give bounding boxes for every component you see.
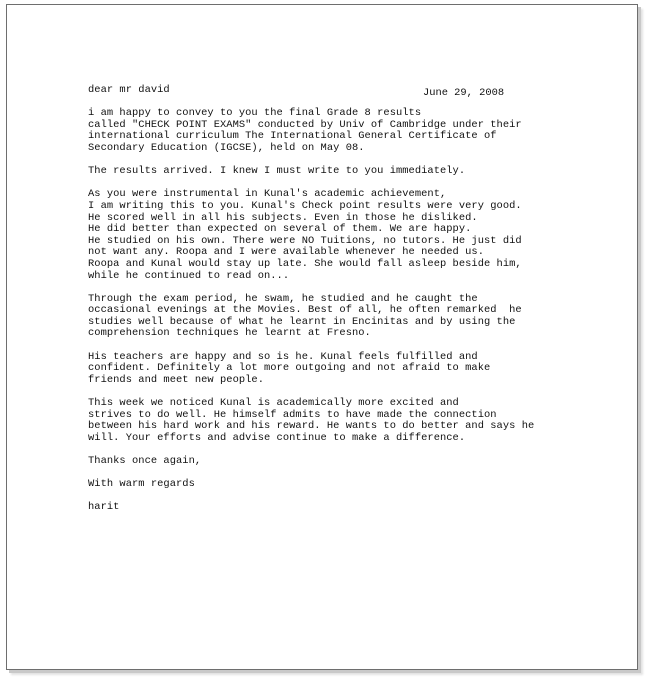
paragraph-line: He studied on his own. There were NO Tuitions, no tutors. He just did bbox=[88, 234, 522, 247]
paragraph-this-week bbox=[88, 398, 628, 444]
salutation: dear mr david bbox=[88, 84, 170, 96]
letter-date: June 29, 2008 bbox=[423, 87, 505, 99]
paragraph-line: i am happy to convey to you the final Grade 8 results bbox=[88, 107, 422, 120]
paragraph-line: called "CHECK POINT EXAMS" conducted by Univ of Cambridge under their bbox=[88, 118, 522, 131]
closing-regards: With warm regards bbox=[88, 478, 195, 491]
paragraph-line: He did better than expected on several of them. We are happy. bbox=[88, 223, 472, 236]
paragraph-line: As you were instrumental in Kunal's academic achievement, bbox=[88, 188, 447, 201]
paragraph-line: Through the exam period, he swam, he studied and he caught the bbox=[88, 292, 478, 305]
paragraph-line: The results arrived. I knew I must write to you immediately. bbox=[88, 165, 466, 178]
paragraph-line: while he continued to read on... bbox=[88, 269, 290, 282]
paragraph-line: Secondary Education (IGCSE), held on May 08. bbox=[88, 141, 365, 154]
paragraph-line: studies well because of what he learnt in Encinitas and by using the bbox=[88, 315, 516, 328]
paragraph-line: strives to do well. He himself admits to have made the connection bbox=[88, 408, 497, 421]
paragraph-line: comprehension techniques he learnt at Fresno. bbox=[88, 327, 371, 340]
paragraph-results-intro bbox=[88, 108, 628, 154]
paragraph-line: He scored well in all his subjects. Even in those he disliked. bbox=[88, 211, 478, 224]
paragraph-teachers bbox=[88, 352, 628, 387]
paragraph-line: This week we noticed Kunal is academically more excited and bbox=[88, 397, 459, 410]
paragraph-results-arrived bbox=[88, 166, 628, 178]
paragraph-line: confident. Definitely a lot more outgoing and not afraid to make bbox=[88, 362, 491, 375]
paragraph-line: His teachers are happy and so is he. Kunal feels fulfilled and bbox=[88, 350, 478, 363]
paragraph-line: occasional evenings at the Movies. Best of all, he often remarked he bbox=[88, 304, 522, 317]
letter-body bbox=[88, 85, 628, 514]
closing-thanks: Thanks once again, bbox=[88, 455, 202, 467]
paragraph-line: international curriculum The International General Certificate of bbox=[88, 130, 497, 143]
paragraph-line: Roopa and Kunal would stay up late. She would fall asleep beside him, bbox=[88, 257, 522, 270]
paragraph-line: not want any. Roopa and I were available whenever he needed us. bbox=[88, 246, 484, 259]
paragraph-line: I am writing this to you. Kunal's Check point results were very good. bbox=[88, 199, 522, 212]
signature: harit bbox=[88, 501, 120, 514]
paragraph-line: between his hard work and his reward. He wants to do better and says he bbox=[88, 420, 535, 433]
paragraph-exam-period bbox=[88, 294, 628, 340]
paragraph-achievement bbox=[88, 189, 628, 282]
paragraph-line: will. Your efforts and advise continue to make a difference. bbox=[88, 431, 466, 444]
paragraph-line: friends and meet new people. bbox=[88, 373, 264, 386]
